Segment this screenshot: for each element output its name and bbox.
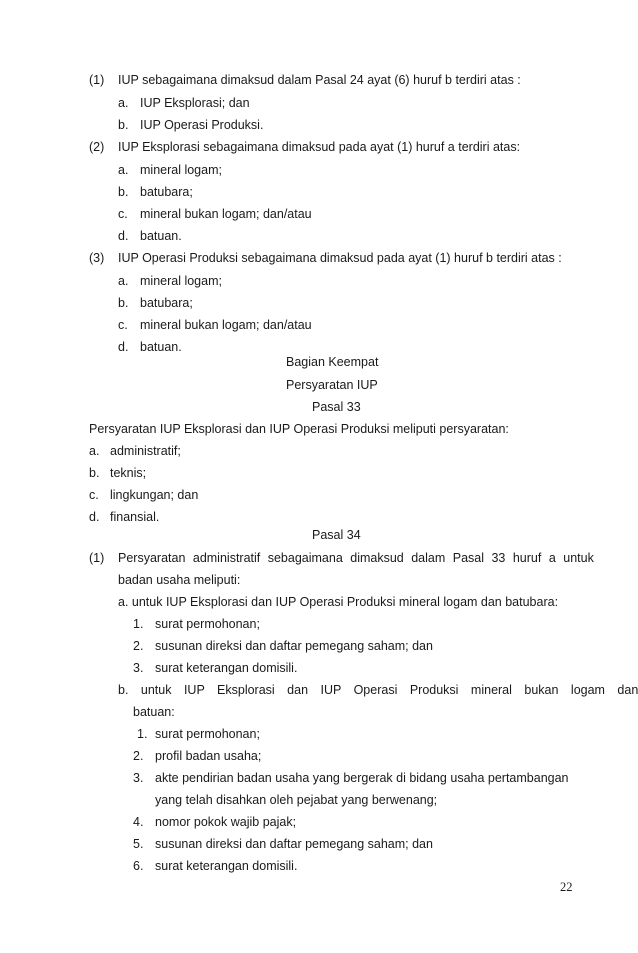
list-item: finansial. bbox=[110, 510, 160, 524]
item-label: c. bbox=[118, 318, 128, 332]
item-label: 3. bbox=[133, 771, 144, 785]
item-label: 2. bbox=[133, 749, 144, 763]
list-item: batubara; bbox=[140, 296, 193, 310]
paragraph-text: IUP Operasi Produksi sebagaimana dimaksud pada ayat (1) huruf b terdiri atas : bbox=[118, 251, 562, 265]
list-item: IUP Operasi Produksi. bbox=[140, 118, 264, 132]
list-item: surat permohonan; bbox=[155, 727, 260, 741]
item-label: b. bbox=[118, 185, 129, 199]
page-number: 22 bbox=[560, 880, 573, 894]
item-label: a. bbox=[118, 96, 129, 110]
item-number: (2) bbox=[89, 140, 105, 154]
item-label: a. bbox=[118, 163, 129, 177]
list-item: susunan direksi dan daftar pemegang saham; dan bbox=[155, 639, 433, 653]
list-item: batuan. bbox=[140, 340, 182, 354]
list-item: a. untuk IUP Eksplorasi dan IUP Operasi Produksi mineral logam dan batubara: bbox=[118, 595, 559, 609]
item-number: (1) bbox=[89, 73, 105, 87]
item-number: (3) bbox=[89, 251, 105, 265]
paragraph-text: Persyaratan IUP Eksplorasi dan IUP Operasi Produksi meliputi persyaratan: bbox=[89, 422, 509, 436]
list-item: surat keterangan domisili. bbox=[155, 859, 298, 873]
paragraph-text: badan usaha meliputi: bbox=[118, 573, 241, 587]
item-label: d. bbox=[89, 510, 100, 524]
item-label: a. bbox=[89, 444, 100, 458]
list-item: profil badan usaha; bbox=[155, 749, 262, 763]
section-heading: Bagian Keempat bbox=[286, 355, 379, 369]
item-label: 1. bbox=[133, 617, 144, 631]
item-label: 3. bbox=[133, 661, 144, 675]
article-heading: Pasal 33 bbox=[312, 400, 361, 414]
list-item: nomor pokok wajib pajak; bbox=[155, 815, 297, 829]
item-label: 5. bbox=[133, 837, 144, 851]
list-item: mineral logam; bbox=[140, 163, 222, 177]
list-item: mineral bukan logam; dan/atau bbox=[140, 318, 312, 332]
item-label: d. bbox=[118, 340, 129, 354]
list-item: batuan: bbox=[133, 705, 175, 719]
list-item: yang telah disahkan oleh pejabat yang berwenang; bbox=[155, 793, 438, 807]
item-label: 4. bbox=[133, 815, 144, 829]
list-item: mineral logam; bbox=[140, 274, 222, 288]
list-item: akte pendirian badan usaha yang bergerak di bidang usaha pertambangan bbox=[155, 771, 569, 785]
list-item: surat keterangan domisili. bbox=[155, 661, 298, 675]
section-heading: Persyaratan IUP bbox=[286, 378, 378, 392]
item-label: b. bbox=[118, 296, 129, 310]
list-item: teknis; bbox=[110, 466, 147, 480]
list-item: batubara; bbox=[140, 185, 193, 199]
item-label: 1. bbox=[137, 727, 148, 741]
item-label: 2. bbox=[133, 639, 144, 653]
item-label: b. bbox=[118, 118, 129, 132]
article-heading: Pasal 34 bbox=[312, 528, 361, 542]
item-label: a. bbox=[118, 274, 129, 288]
paragraph-text: Persyaratan administratif sebagaimana dimaksud dalam Pasal 33 huruf a untuk bbox=[118, 551, 594, 565]
list-item: batuan. bbox=[140, 229, 182, 243]
list-item: susunan direksi dan daftar pemegang saham; dan bbox=[155, 837, 433, 851]
item-label: c. bbox=[89, 488, 99, 502]
list-item: mineral bukan logam; dan/atau bbox=[140, 207, 312, 221]
item-label: c. bbox=[118, 207, 128, 221]
item-label: b. bbox=[89, 466, 100, 480]
list-item: surat permohonan; bbox=[155, 617, 260, 631]
list-item: b. untuk IUP Eksplorasi dan IUP Operasi Produksi mineral bukan logam dan bbox=[118, 683, 638, 697]
paragraph-text: IUP Eksplorasi sebagaimana dimaksud pada ayat (1) huruf a terdiri atas: bbox=[118, 140, 521, 154]
item-label: d. bbox=[118, 229, 129, 243]
list-item: lingkungan; dan bbox=[110, 488, 199, 502]
list-item: administratif; bbox=[110, 444, 181, 458]
item-label: 6. bbox=[133, 859, 144, 873]
paragraph-text: IUP sebagaimana dimaksud dalam Pasal 24 ayat (6) huruf b terdiri atas : bbox=[118, 73, 521, 87]
item-number: (1) bbox=[89, 551, 105, 565]
list-item: IUP Eksplorasi; dan bbox=[140, 96, 250, 110]
